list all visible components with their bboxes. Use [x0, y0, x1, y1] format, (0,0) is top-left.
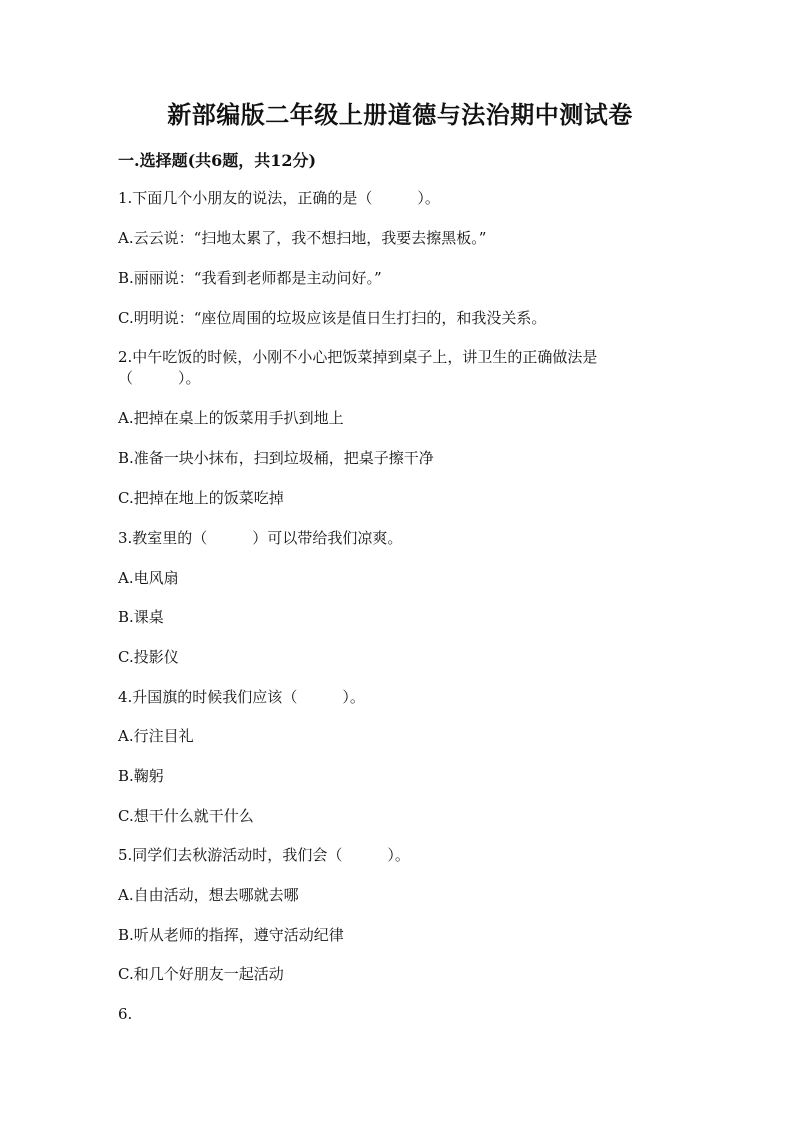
- question-3-stem: 3.教室里的（ ）可以带给我们凉爽。: [118, 529, 403, 547]
- question-4-option-b: B.鞠躬: [118, 767, 164, 785]
- question-2-option-b: B.准备一块小抹布，扫到垃圾桶，把桌子擦干净: [118, 449, 434, 467]
- question-5-option-a: A.自由活动，想去哪就去哪: [118, 886, 299, 904]
- question-3-option-b: B.课桌: [118, 608, 164, 626]
- question-5-option-b: B.听从老师的指挥，遵守活动纪律: [118, 926, 344, 944]
- question-2-option-a: A.把掉在桌上的饭菜用手扒到地上: [118, 409, 344, 427]
- question-1-stem: 1.下面几个小朋友的说法，正确的是（ ）。: [118, 189, 440, 207]
- question-4-option-a: A.行注目礼: [118, 727, 194, 745]
- question-1-option-c: C.明明说：“座位周围的垃圾应该是值日生打扫的，和我没关系。: [118, 309, 547, 327]
- question-1-option-b: B.丽丽说：“我看到老师都是主动问好。”: [118, 269, 382, 287]
- question-1-option-a: A.云云说：“扫地太累了，我不想扫地，我要去擦黑板。”: [118, 229, 487, 247]
- question-2-stem: 2.中午吃饭的时候，小刚不小心把饭菜掉到桌子上，讲卫生的正确做法是: [118, 348, 598, 366]
- question-2-stem-continued: （ ）。: [118, 369, 201, 387]
- question-5-option-c: C.和几个好朋友一起活动: [118, 965, 284, 983]
- question-2-option-c: C.把掉在地上的饭菜吃掉: [118, 489, 284, 507]
- question-4-option-c: C.想干什么就干什么: [118, 807, 254, 825]
- page-title: 新部编版二年级上册道德与法治期中测试卷: [167, 100, 633, 129]
- question-3-option-c: C.投影仪: [118, 648, 179, 666]
- section-heading: 一.选择题(共6题，共12分): [118, 151, 317, 170]
- question-6-stem: 6.: [118, 1005, 133, 1023]
- question-4-stem: 4.升国旗的时候我们应该（ ）。: [118, 688, 365, 706]
- question-5-stem: 5.同学们去秋游活动时，我们会（ ）。: [118, 846, 410, 864]
- question-3-option-a: A.电风扇: [118, 569, 179, 587]
